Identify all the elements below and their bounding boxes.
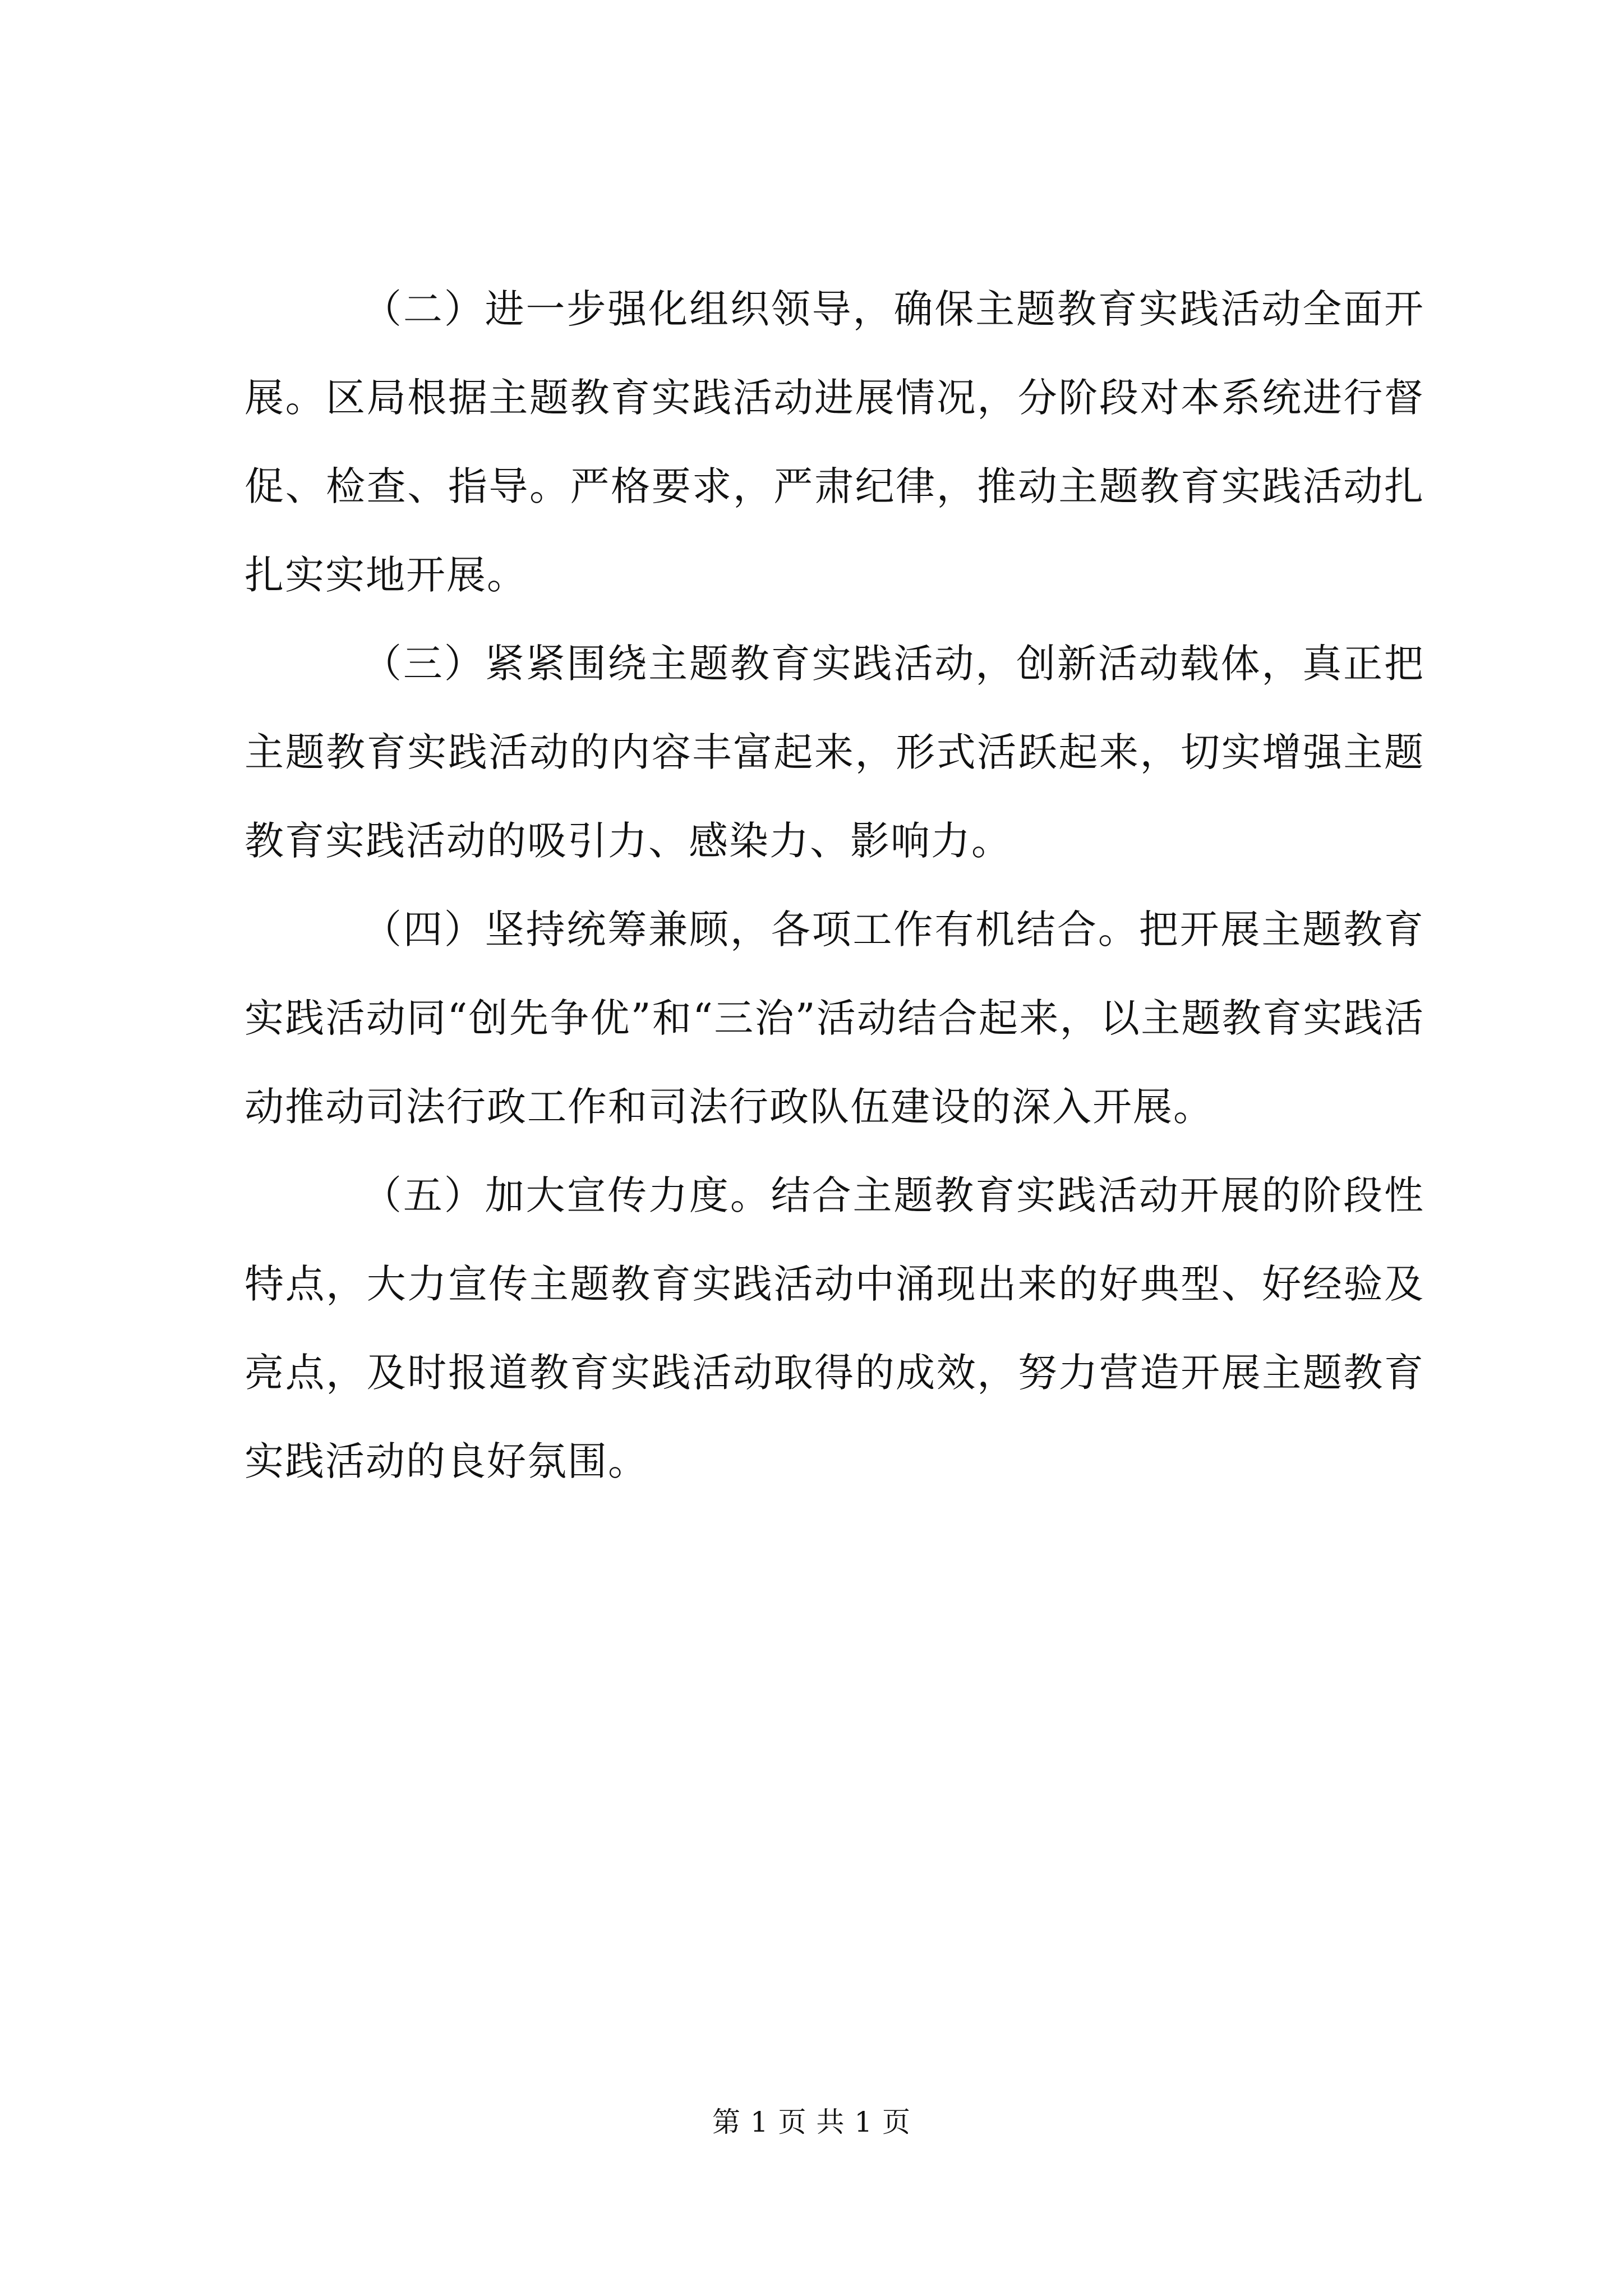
document-body [245,265,1424,1506]
paragraph-5: （五）加大宣传力度。结合主题教育实践活动开展的阶段性特点，大力宣传主题教育实践活动中涌现出来的好典型、好经验及亮点，及时报道教育实践活动取得的成效，努力营造开展主题教育实践活动的良好氛围。 [245,1172,1424,1484]
paragraph-2: （二）进一步强化组织领导，确保主题教育实践活动全面开展。区局根据主题教育实践活动进展情况，分阶段对本系统进行督促、检查、指导。严格要求，严肃纪律，推动主题教育实践活动扎扎实实地开展。 [245,286,1424,598]
paragraph-4: （四）坚持统筹兼顾，各项工作有机结合。把开展主题教育实践活动同“创先争优”和“三治”活动结合起来，以主题教育实践活动推动司法行政工作和司法行政队伍建设的深入开展。 [245,907,1424,1130]
page-footer: 第 1 页 共 1 页 [712,2106,911,2138]
paragraph-3: （三）紧紧围绕主题教育实践活动，创新活动载体，真正把主题教育实践活动的内容丰富起来，形式活跃起来，切实增强主题教育实践活动的吸引力、感染力、影响力。 [245,641,1424,864]
